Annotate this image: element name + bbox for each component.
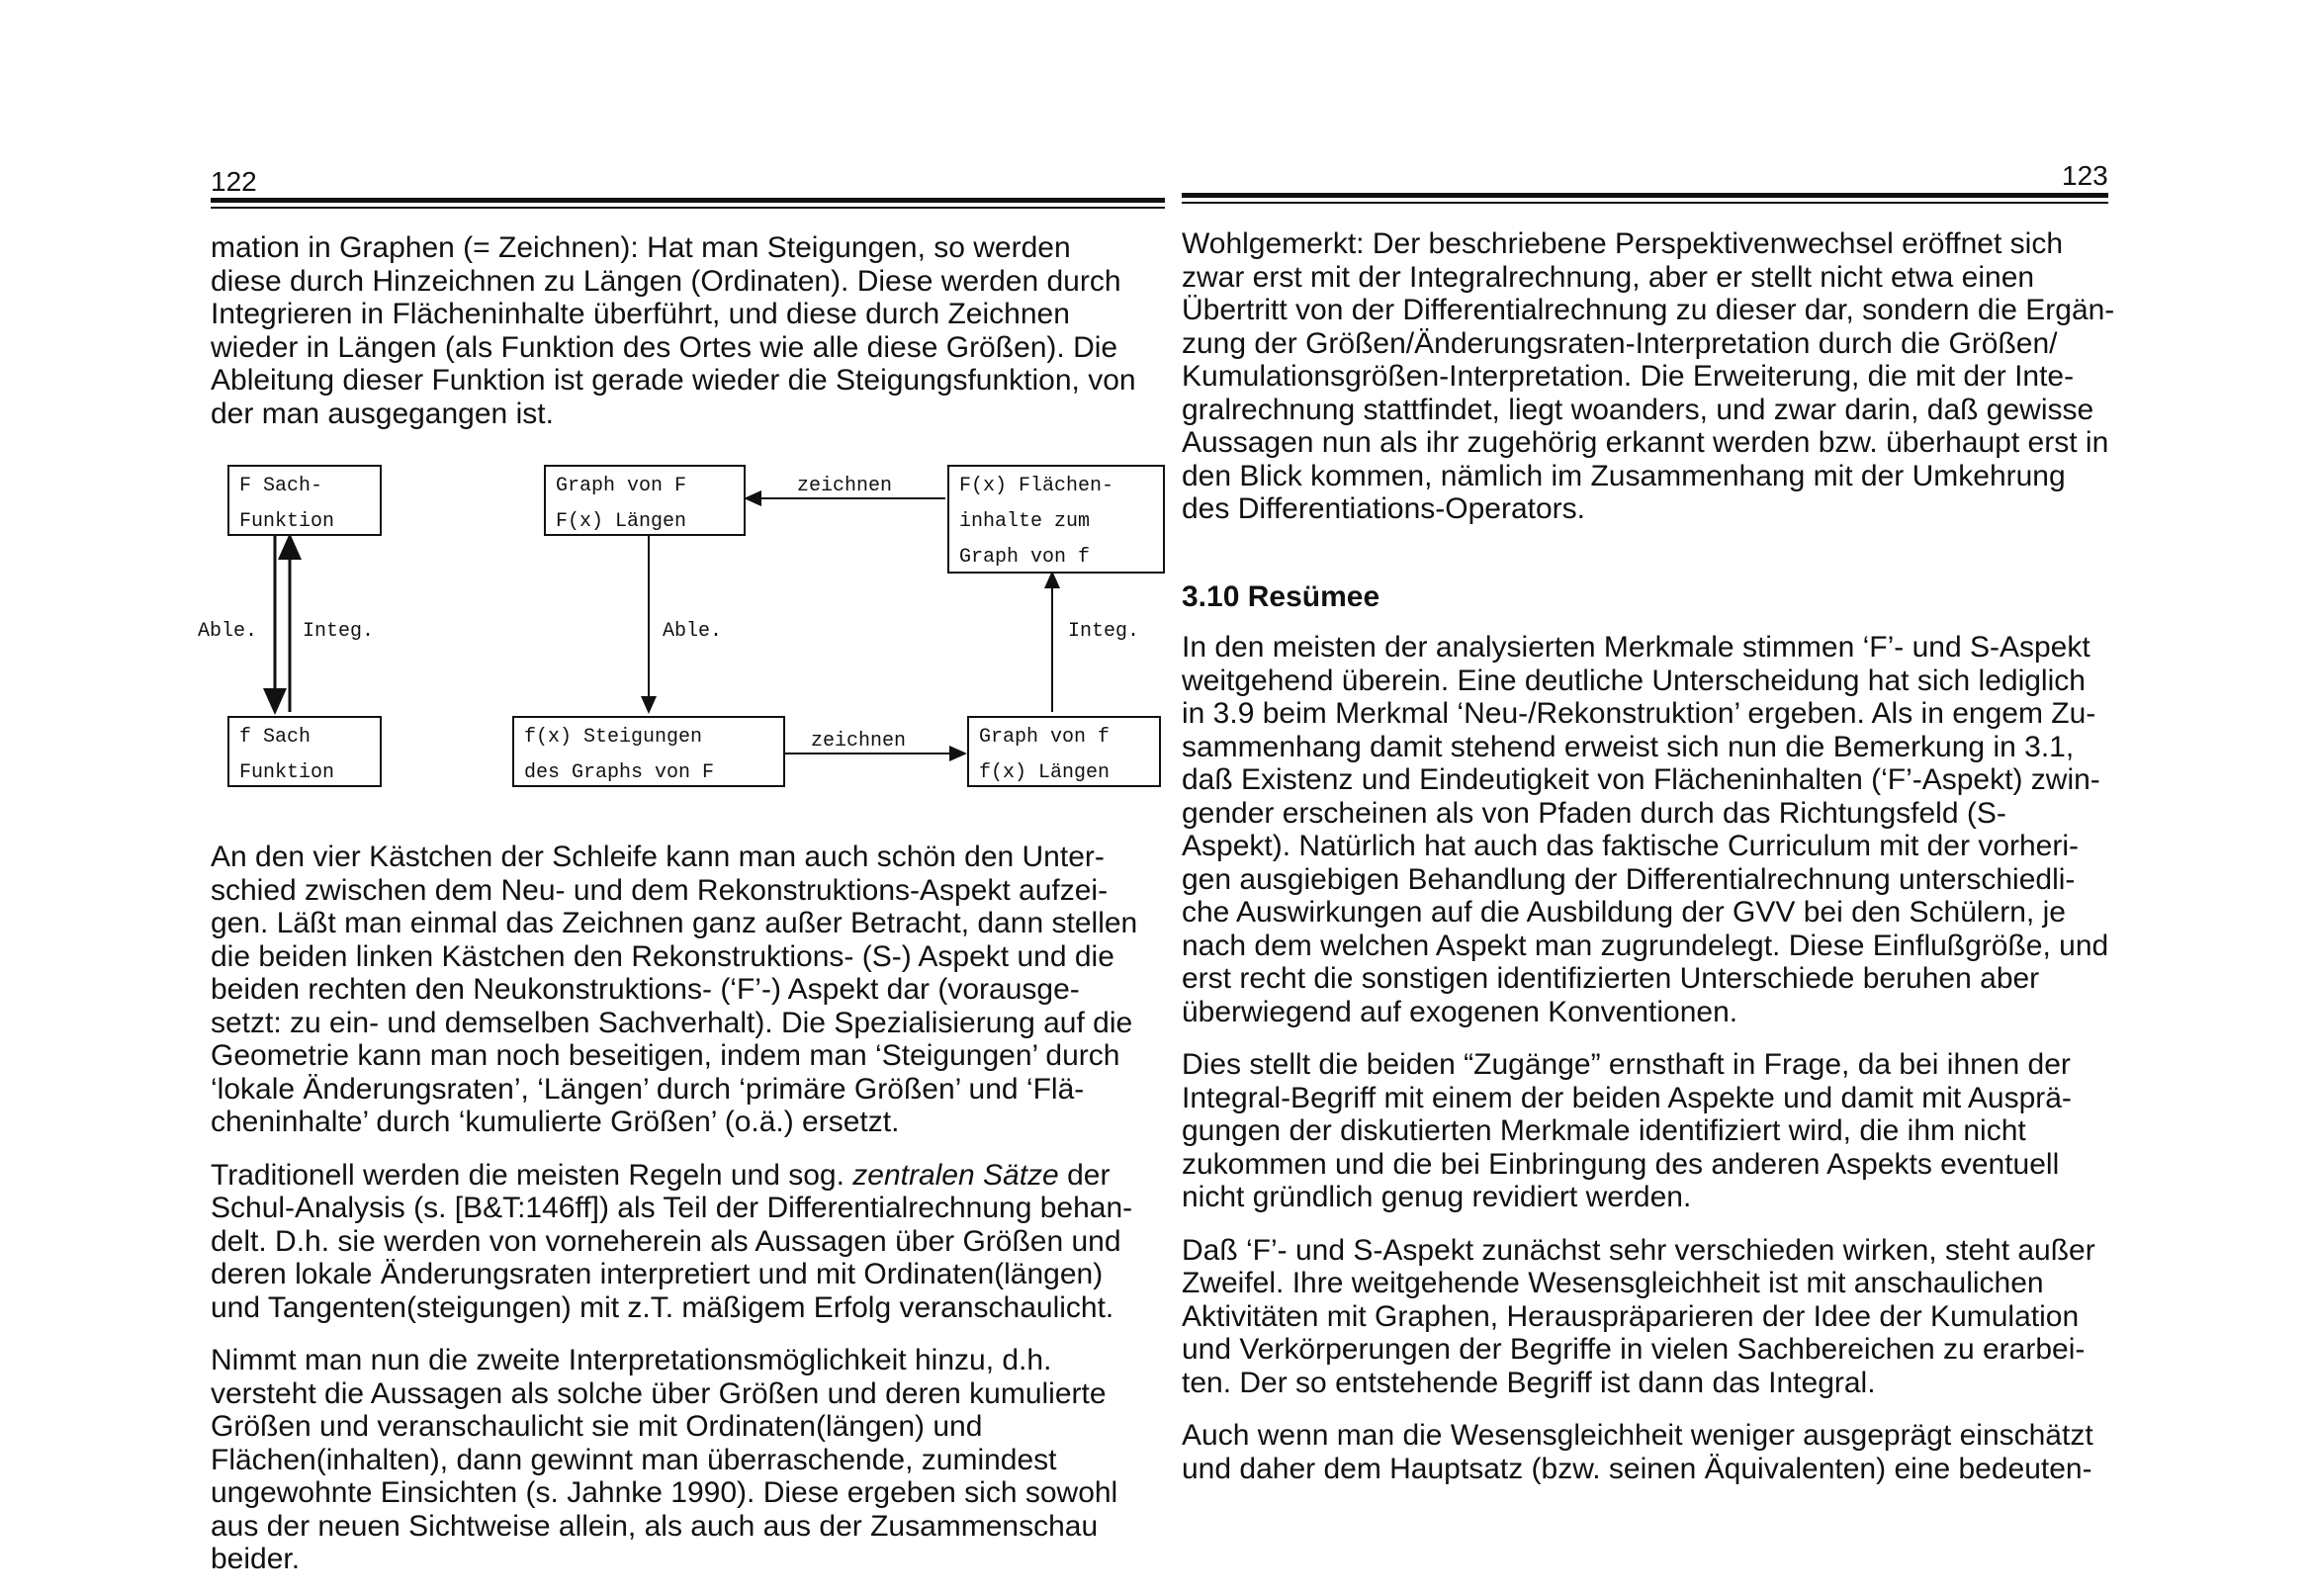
label-zeichnen-top: zeichnen (797, 475, 893, 497)
box-f-sachfunktion: f Sach Funktion (227, 716, 382, 787)
right-header-rule-thin (1182, 202, 2108, 204)
right-intro-paragraph: Wohlgemerkt: Der beschriebene Perspektivenwechsel eröffnet sich zwar erst mit der Integralrechnung, aber er stellt nicht etwa einen Übertritt von der Differentialrechnung zu dieser dar, sondern die Ergän- zung der Größen/Änderungsraten-Interpretation durch die Größen/ Kumulationsgrößen-Interpretation. Die Erweiterung, die mit der Inte- gralrechnung stattfindet, liegt woanders, und zwar darin, daß gewisse Aussagen nun als ihr zugehörig erkannt werden bzw. überhaupt erst in den Blick kommen, nämlich im Zusammenhang mit der Umkehrung des Differentiations-Operators. (1182, 227, 2115, 525)
right-column (1182, 227, 2115, 1505)
left-header-rule (211, 198, 1165, 203)
right-page-number: 123 (2062, 160, 2108, 191)
label-able-left: Able. (198, 620, 258, 643)
right-paragraph-1: In den meisten der analysierten Merkmale stimmen ‘F’- und S-Aspekt weitgehend überein. Eine deutliche Unterscheidung hat sich lediglich in 3.9 beim Merkmal ‘Neu-/Rekonstruktion’ ergeben. Als in engem Zu- sammenhang damit stehend erweist sich nun die Bemerkung in 3.1, daß Existenz und Eindeutigkeit von Flächeninhalten (‘F’-Aspekt) zwin- gender erscheinen als von Pfaden durch das Richtungsfeld (S- Aspekt). Natürlich hat auch das faktische Curriculum mit der vorheri- gen ausgiebigen Behandlung der Differentialrechnung unterschiedli- che Auswirkungen auf die Ausbildung der GVV bei den Schülern, je nach dem welchen Aspekt man zugrundelegt. Diese Einflußgröße, und erst recht die sonstigen identifizierten Unterschiede beruhen aber überwiegend auf exogenen Konventionen. (1182, 631, 2109, 1028)
box-flaecheninhalte: F(x) Flächen- inhalte zum Graph von f (947, 465, 1165, 574)
label-integ-left: Integ. (303, 620, 375, 643)
italic-zentrale-saetze: zentralen Sätze (852, 1158, 1059, 1192)
right-paragraph-2: Dies stellt die beiden “Zugänge” ernsthaft in Frage, da bei ihnen der Integral-Begriff mit einem der beiden Aspekte und damit mit Ausprä- gungen der diskutierten Merkmale identifiziert wird, die ihm nicht zukommen und die bei Einbringung des anderen Aspekts eventuell nicht gründlich genug revidiert werden. (1182, 1048, 2072, 1213)
right-paragraph-3: Daß ‘F’- und S-Aspekt zunächst sehr verschieden wirken, steht außer Zweifel. Ihre weitgehende Wesensgleichheit ist mit anschaulichen Aktivitäten mit Graphen, Herauspräparieren der Idee der Kumulation und Verkörperungen der Begriffe in vielen Sachbereichen zu erarbei- ten. Der so entstehende Begriff ist dann das Integral. (1182, 1233, 2095, 1399)
right-header-rule (1182, 193, 2108, 198)
box-F-sachfunktion: F Sach- Funktion (227, 465, 382, 536)
left-paragraph-2: An den vier Kästchen der Schleife kann man auch schön den Unter- schied zwischen dem Neu- und dem Rekonstruktions-Aspekt aufzei- gen. Läßt man einmal das Zeichnen ganz außer Betracht, dann stellen die beiden linken Kästchen den Rekonstruktions- (S-) Aspekt und die beiden rechten den Neukonstruktions- (‘F’-) Aspekt dar (vorausge- setzt: zu ein- und demselben Sachverhalt). Die Spezialisierung auf die Geometrie kann man noch beseitigen, indem man ‘Steigungen’ durch ‘lokale Änderungsraten’, ‘Längen’ durch ‘primäre Größen’ und ‘Flä- cheninhalte’ durch ‘kumulierte Größen’ (o.ä.) ersetzt. (211, 841, 1138, 1138)
left-paragraph-4: Nimmt man nun die zweite Interpretationsmöglichkeit hinzu, d.h. versteht die Aussagen als solche über Größen und deren kumulierte Größen und veranschaulicht sie mit Ordinaten(längen) und Flächen(inhalten), dann gewinnt man überraschende, zumindest ungewohnte Einsichten (s. Jahnke 1990). Diese ergeben sich sowohl aus der neuen Sichtweise allein, als auch aus der Zusammenschau beider. (211, 1344, 1118, 1575)
left-header-rule-thin (211, 207, 1165, 209)
label-zeichnen-bottom: zeichnen (811, 730, 907, 753)
left-column-bottom (211, 841, 1165, 1596)
loop-diagram (196, 457, 1165, 798)
label-integ-right: Integ. (1068, 620, 1140, 643)
box-steigungen: f(x) Steigungen des Graphs von F (512, 716, 785, 787)
left-column-top (211, 231, 1165, 450)
label-able-mid: Able. (663, 620, 723, 643)
left-paragraph-1: mation in Graphen (= Zeichnen): Hat man Steigungen, so werden diese durch Hinzeichnen zu Längen (Ordinaten). Diese werden durch Integrieren in Flächeninhalte überführt, und diese durch Zeichnen wieder in Längen (als Funktion des Ortes wie alle diese Größen). Die Ableitung dieser Funktion ist gerade wieder die Steigungsfunktion, von der man ausgegangen ist. (211, 231, 1136, 430)
left-paragraph-3: Traditionell werden die meisten Regeln und sog. zentralen Sätze der Schul-Analysis (s. [B&T:146ff]) als Teil der Differentialrechnung behan- delt. D.h. sie werden von vorneherein als Aussagen über Größen und deren lokale Änderungsraten interpretiert und mit Ordinaten(längen) und Tangenten(steigungen) mit z.T. mäßigem Erfolg veranschaulicht. (211, 1158, 1133, 1324)
right-paragraph-4: Auch wenn man die Wesensgleichheit weniger ausgeprägt einschätzt und daher dem Hauptsatz (bzw. seinen Äquivalenten) eine bedeuten- (1182, 1419, 2093, 1485)
box-graph-von-f: Graph von f f(x) Längen (967, 716, 1161, 787)
section-heading: 3.10 Resümee (1182, 579, 1380, 613)
box-graph-von-F: Graph von F F(x) Längen (544, 465, 746, 536)
left-page-number: 122 (211, 166, 257, 197)
